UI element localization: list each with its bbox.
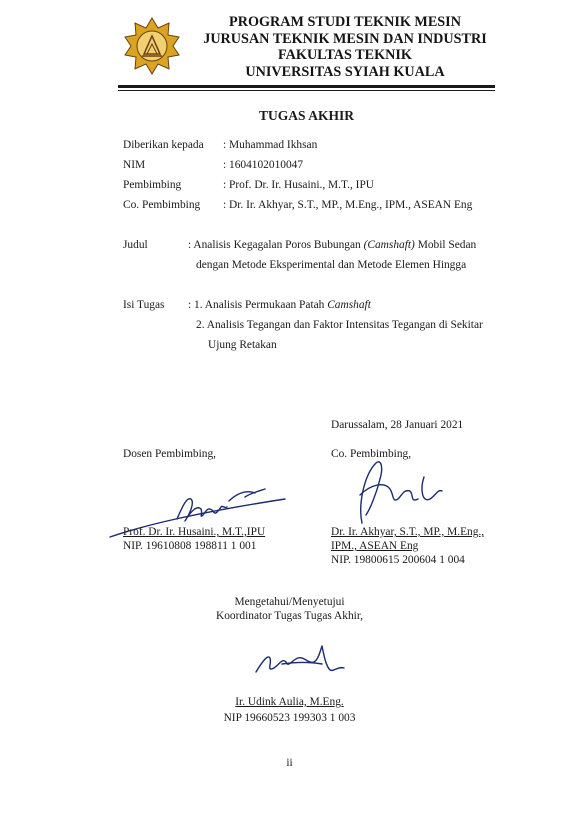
field-label-diberikan: Diberikan kepada [123, 139, 204, 151]
document-title: TUGAS AKHIR [259, 108, 354, 123]
field-value-diberikan: : Muhammad Ikhsan [223, 139, 318, 151]
judul-suffix: Mobil Sedan [414, 239, 477, 251]
item1-italic-term: Camshaft [327, 299, 371, 311]
koordinator-name: Ir. Udink Aulia, M.Eng. [235, 696, 344, 708]
co-name-line2: IPM., ASEAN Eng [331, 540, 419, 552]
dosen-nip: NIP. 19610808 198811 1 001 [123, 540, 257, 552]
judul-label: Judul [123, 239, 148, 251]
koordinator-line1: Mengetahui/Menyetujui [234, 596, 345, 608]
field-label-nim: NIM [123, 159, 146, 171]
co-nip: NIP. 19800615 200604 1 004 [331, 554, 465, 566]
isi-tugas-item1 [188, 298, 371, 312]
field-value-nim: : 1604102010047 [223, 159, 304, 171]
header-divider-thin [118, 90, 495, 91]
isi-tugas-item2-line2: Ujung Retakan [208, 339, 277, 351]
page-number: ii [286, 757, 293, 769]
judul-line1 [188, 238, 476, 252]
judul-prefix: : Analisis Kegagalan Poros Bubungan [188, 239, 364, 251]
judul-italic-term: (Camshaft) [363, 239, 415, 251]
koordinator-signature-icon [252, 640, 352, 685]
field-label-co-pembimbing: Co. Pembimbing [123, 199, 201, 211]
judul-line2: dengan Metode Eksperimental dan Metode Elemen Hingga [196, 259, 467, 271]
header-universitas: UNIVERSITAS SYIAH KUALA [245, 63, 445, 80]
dosen-role: Dosen Pembimbing, [123, 448, 217, 460]
field-value-pembimbing: : Prof. Dr. Ir. Husaini., M.T., IPU [223, 179, 375, 191]
koordinator-line2: Koordinator Tugas Tugas Akhir, [215, 610, 363, 622]
header-fakultas: FAKULTAS TEKNIK [278, 47, 412, 63]
header-program: PROGRAM STUDI TEKNIK MESIN [229, 14, 461, 30]
header-jurusan: JURUSAN TEKNIK MESIN DAN INDUSTRI [203, 30, 487, 47]
header-divider-thick [118, 85, 495, 88]
field-label-pembimbing: Pembimbing [123, 179, 182, 191]
co-role: Co. Pembimbing, [331, 448, 412, 460]
dosen-name: Prof. Dr. Ir. Husaini., M.T.,IPU [123, 526, 266, 538]
koordinator-nip: NIP 19660523 199303 1 003 [223, 712, 356, 724]
place-date: Darussalam, 28 Januari 2021 [331, 419, 464, 431]
isi-tugas-label: Isi Tugas [123, 299, 165, 311]
isi-tugas-item2-line1: 2. Analisis Tegangan dan Faktor Intensitas Tegangan di Sekitar [196, 319, 483, 331]
co-signature-icon [340, 455, 450, 530]
institution-header [195, 14, 495, 80]
university-logo-icon [120, 14, 184, 78]
field-value-co-pembimbing: : Dr. Ir. Akhyar, S.T., MP., M.Eng., IPM., ASEAN Eng [223, 199, 473, 211]
item1-prefix: : 1. Analisis Permukaan Patah [188, 299, 328, 311]
co-name-line1: Dr. Ir. Akhyar, S.T., MP., M.Eng., [331, 526, 485, 538]
